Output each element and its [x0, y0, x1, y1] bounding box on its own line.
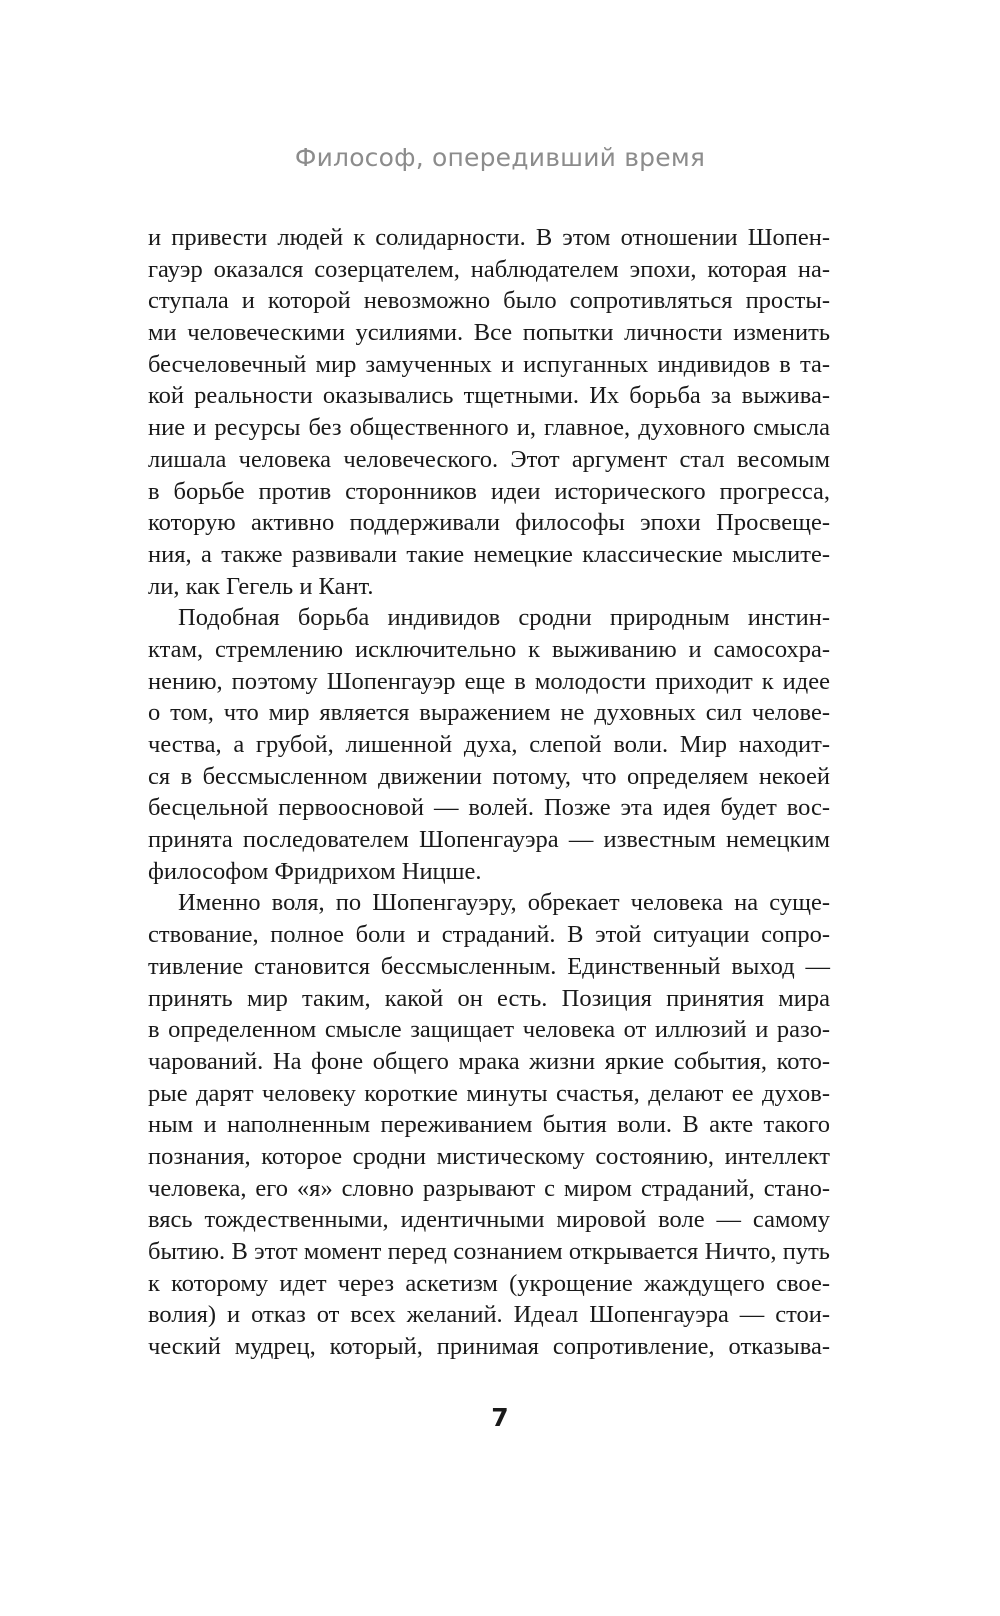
text-line: волия) и отказ от всех желаний. Идеал Шопенгауэра — стои-	[148, 1301, 830, 1329]
text-line: ся в бессмысленном движении потому, что определяем некоей	[148, 762, 830, 790]
text-line: бесчеловечный мир замученных и испуганных индивидов в та-	[148, 350, 830, 378]
text-line: человека, его «я» словно разрывают с миром страданий, стано-	[148, 1174, 830, 1202]
text-line: Именно воля, по Шопенгауэру, обрекает человека на суще-	[178, 889, 830, 917]
body-text	[148, 222, 830, 1363]
text-line: которую активно поддерживали философы эпохи Просвеще-	[148, 509, 830, 537]
text-line: принять мир таким, какой он есть. Позиция принятия мира	[148, 984, 830, 1012]
text-line: лишала человека человеческого. Этот аргумент стал весомым	[148, 445, 830, 473]
text-line: тивление становится бессмысленным. Единственный выход —	[148, 952, 830, 980]
paragraph	[148, 887, 830, 1362]
text-line: познания, которое сродни мистическому состоянию, интеллект	[148, 1142, 830, 1170]
text-line: гауэр оказался созерцателем, наблюдателем эпохи, которая на-	[148, 255, 830, 283]
page-number: 7	[491, 1403, 509, 1432]
text-line: ступала и которой невозможно было сопротивляться просты-	[148, 287, 830, 315]
text-line: в борьбе против сторонников идеи исторического прогресса,	[148, 477, 830, 505]
text-line: ным и наполненным переживанием бытия воли. В акте такого	[148, 1111, 830, 1139]
text-line: ми человеческими усилиями. Все попытки личности изменить	[148, 319, 830, 347]
text-line: Подобная борьба индивидов сродни природным инстин-	[178, 604, 830, 632]
text-line: ли, как Гегель и Кант.	[148, 572, 374, 600]
paragraph	[148, 222, 830, 602]
text-line: бытию. В этот момент перед сознанием открывается Ничто, путь	[148, 1238, 830, 1265]
text-line: к которому идет через аскетизм (укрощение жаждущего свое-	[148, 1269, 830, 1297]
text-line: ктам, стремлению исключительно к выживанию и самосохра-	[148, 635, 830, 663]
running-header: Философ, опередивший время	[294, 143, 706, 172]
text-line: и привести людей к солидарности. В этом отношении Шопен-	[148, 224, 830, 251]
text-line: ствование, полное боли и страданий. В этой ситуации сопро-	[148, 921, 830, 949]
text-line: в определенном смысле защищает человека от иллюзий и разо-	[148, 1016, 830, 1044]
text-line: о том, что мир является выражением не духовных сил челове-	[148, 699, 830, 727]
text-line: рые дарят человеку короткие минуты счастья, делают ее духов-	[148, 1079, 830, 1107]
text-line: чества, а грубой, лишенной духа, слепой воли. Мир находит-	[148, 731, 830, 758]
text-line: ние и ресурсы без общественного и, главное, духовного смысла	[148, 414, 830, 442]
text-line: бесцельной первоосновой — волей. Позже эта идея будет вос-	[148, 794, 830, 822]
text-line: кой реальности оказывались тщетными. Их борьба за выжива-	[148, 382, 830, 410]
text-line: чарований. На фоне общего мрака жизни яркие события, кото-	[148, 1047, 830, 1075]
text-line: вясь тождественными, идентичными мировой воле — самому	[148, 1206, 830, 1234]
text-line: ческий мудрец, который, принимая сопротивление, отказыва-	[148, 1333, 830, 1361]
text-line: принята последователем Шопенгауэра — известным немецким	[148, 826, 830, 854]
paragraph	[148, 602, 830, 887]
text-line: философом Фридрихом Ницше.	[148, 857, 482, 885]
text-line: нению, поэтому Шопенгауэр еще в молодости приходит к идее	[148, 667, 830, 695]
text-line: ния, а также развивали такие немецкие классические мыслите-	[148, 540, 830, 568]
